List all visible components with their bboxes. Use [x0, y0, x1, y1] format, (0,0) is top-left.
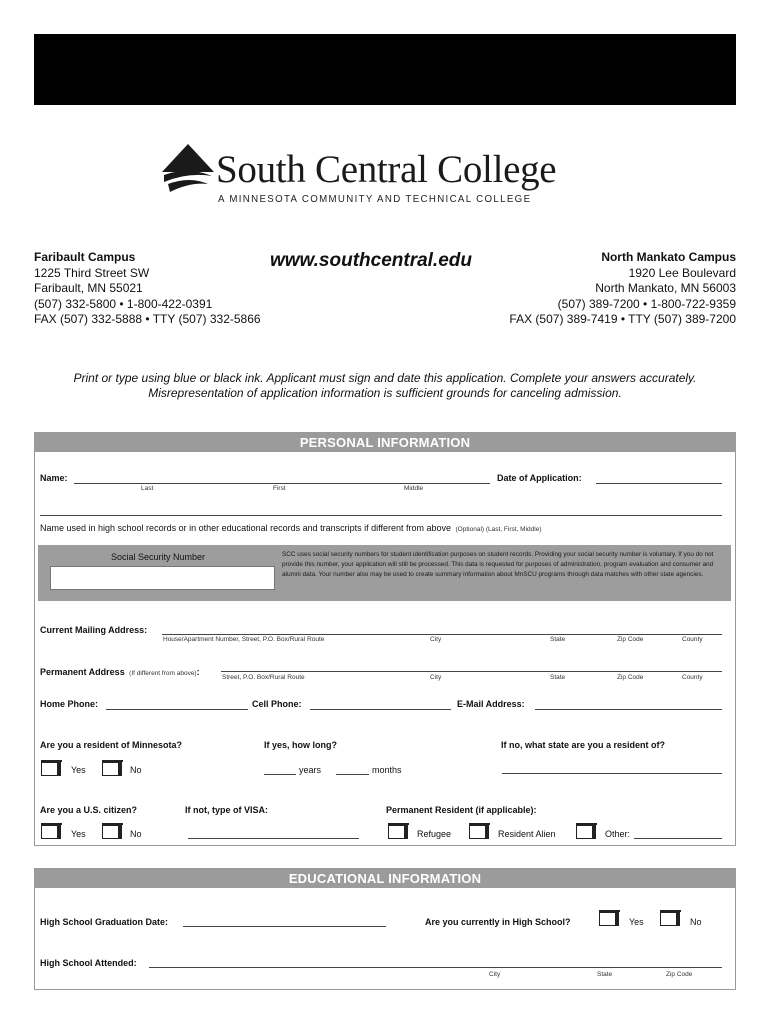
educational-information-section [34, 868, 736, 990]
high-school-attended-label: High School Attended: [40, 958, 137, 968]
instructions-line2: Misrepresentation of application information is sufficient grounds for canceling admission. [148, 386, 622, 400]
permanent-address-field[interactable] [221, 671, 722, 672]
refugee-label: Refugee [417, 829, 452, 839]
campus-address2: Faribault, MN 55021 [34, 281, 143, 295]
top-banner [34, 34, 736, 105]
years-field[interactable] [264, 774, 296, 775]
grad-date-label: High School Graduation Date: [40, 917, 169, 927]
citizen-yes-label: Yes [71, 829, 86, 839]
home-phone-label: Home Phone: [40, 699, 99, 709]
citizen-no-label: No [130, 829, 142, 839]
resident-question: Are you a resident of Minnesota? [40, 740, 183, 750]
how-long-question: If yes, how long? [264, 740, 338, 750]
mailing-address-field[interactable] [162, 634, 722, 635]
instructions [34, 371, 736, 401]
name-label: Name: [40, 473, 68, 483]
hs-zip-caption: Zip Code [666, 971, 693, 978]
prior-name-caption [40, 518, 541, 536]
resident-no-label: No [130, 765, 142, 775]
name-field[interactable] [74, 483, 490, 484]
other-checkbox[interactable] [576, 825, 596, 839]
campus-address1: 1920 Lee Boulevard [628, 265, 736, 280]
resident-alien-checkbox[interactable] [469, 825, 489, 839]
campus-phone: (507) 332-5800 • 1-800-422-0391 [34, 296, 213, 311]
permanent-zip-caption: Zip Code [617, 674, 644, 681]
email-field[interactable] [535, 709, 722, 710]
instructions-line1: Print or type using blue or black ink. Applicant must sign and date this application. Complete your answers accurately. [73, 371, 697, 385]
section-header: PERSONAL INFORMATION [35, 433, 735, 452]
visa-field[interactable] [188, 838, 359, 839]
prior-name-label: Name used in high school records or in other educational records and transcripts if different from above [40, 523, 452, 533]
cell-phone-label: Cell Phone: [252, 699, 302, 709]
prior-name-field[interactable] [40, 515, 722, 516]
college-tagline: A MINNESOTA COMMUNITY AND TECHNICAL COLLEGE [218, 194, 532, 205]
high-school-attended-field[interactable] [149, 967, 722, 968]
months-label: months [372, 765, 402, 775]
permanent-state-caption: State [550, 674, 566, 681]
campus-fax: FAX (507) 332-5888 • TTY (507) 332-5866 [34, 312, 261, 326]
other-state-question: If no, what state are you a resident of? [501, 740, 666, 750]
mailing-city-caption: City [430, 636, 442, 643]
permanent-address-colon: : [196, 667, 200, 677]
in-high-school-question: Are you currently in High School? [425, 917, 571, 927]
date-of-application-label: Date of Application: [497, 473, 582, 483]
citizen-question: Are you a U.S. citizen? [40, 805, 138, 815]
campus-name: North Mankato Campus [601, 250, 736, 264]
months-field[interactable] [336, 774, 369, 775]
resident-yes-checkbox[interactable] [41, 762, 61, 776]
section-header: EDUCATIONAL INFORMATION [35, 869, 735, 888]
permanent-street-caption: Street, P.O. Box/Rural Route [222, 674, 305, 681]
name-last-caption: Last [141, 485, 154, 492]
grad-date-field[interactable] [183, 926, 386, 927]
permanent-address-label: Permanent Address [40, 667, 125, 677]
other-state-field[interactable] [502, 773, 722, 774]
in-hs-no-checkbox[interactable] [660, 912, 680, 926]
name-middle-caption: Middle [404, 485, 424, 492]
prior-name-hint: (Optional) (Last, First, Middle) [455, 526, 542, 533]
campus-fax: FAX (507) 389-7419 • TTY (507) 389-7200 [509, 312, 736, 326]
date-of-application-field[interactable] [596, 483, 722, 484]
cell-phone-field[interactable] [310, 709, 451, 710]
college-logo-icon [160, 142, 216, 198]
permanent-county-caption: County [682, 674, 703, 681]
visa-question: If not, type of VISA: [185, 805, 268, 815]
home-phone-field[interactable] [106, 709, 248, 710]
college-name-logo: South Central College [216, 148, 557, 191]
north-mankato-campus-info [509, 250, 736, 328]
in-hs-yes-label: Yes [629, 917, 644, 927]
ssn-input[interactable] [50, 566, 275, 590]
resident-yes-label: Yes [71, 765, 86, 775]
ssn-title: Social Security Number [111, 552, 206, 562]
ssn-note: SCC uses social security numbers for student identification purposes on student records. Providing your social security number is voluntary. If you do not provide this number, your application will still be processed. This data is requested for purposes of administration, program evaluation and consumer and alumni data. Your number also may be used to create summary information about MnSCU programs through data matches with other state agencies. [282, 551, 714, 578]
faribault-campus-info [34, 250, 261, 328]
mailing-state-caption: State [550, 636, 566, 643]
permanent-resident-question: Permanent Resident (if applicable): [386, 805, 537, 815]
in-hs-yes-checkbox[interactable] [599, 912, 619, 926]
years-label: years [299, 765, 322, 775]
permanent-address-hint: (If different from above) [129, 670, 197, 677]
hs-state-caption: State [597, 971, 613, 978]
hs-city-caption: City [489, 971, 501, 978]
name-first-caption: First [273, 485, 286, 492]
permanent-city-caption: City [430, 674, 442, 681]
mailing-zip-caption: Zip Code [617, 636, 644, 643]
resident-no-checkbox[interactable] [102, 762, 122, 776]
campus-name: Faribault Campus [34, 250, 136, 264]
campus-address2: North Mankato, MN 56003 [595, 281, 736, 295]
campus-phone: (507) 389-7200 • 1-800-722-9359 [557, 296, 736, 311]
campus-address1: 1225 Third Street SW [34, 265, 150, 280]
mailing-county-caption: County [682, 636, 703, 643]
in-hs-no-label: No [690, 917, 702, 927]
other-field[interactable] [634, 838, 722, 839]
refugee-checkbox[interactable] [388, 825, 408, 839]
resident-alien-label: Resident Alien [498, 829, 556, 839]
other-label: Other: [605, 829, 631, 839]
citizen-yes-checkbox[interactable] [41, 825, 61, 839]
email-label: E-Mail Address: [457, 699, 525, 709]
website-link[interactable]: www.southcentral.edu [270, 250, 472, 271]
mailing-address-label: Current Mailing Address: [40, 625, 148, 635]
citizen-no-checkbox[interactable] [102, 825, 122, 839]
mailing-street-caption: House/Apartment Number, Street, P.O. Box/Rural Route [163, 636, 325, 643]
permanent-address-label-group [40, 662, 200, 680]
